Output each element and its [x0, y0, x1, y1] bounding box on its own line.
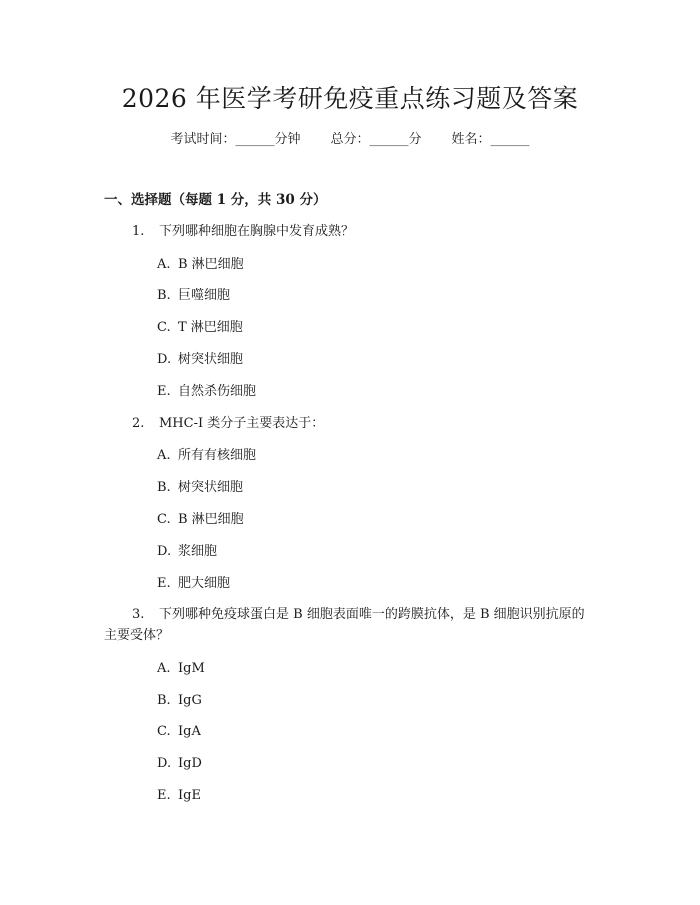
option-text: IgD [178, 756, 202, 771]
option-letter: D. [157, 352, 172, 367]
question-1 [132, 221, 354, 243]
option-text: T 淋巴细胞 [178, 320, 243, 335]
exam-meta-line [0, 130, 700, 150]
question-2 [132, 413, 324, 435]
option-text: 自然杀伤细胞 [178, 384, 257, 399]
option-1-d [157, 350, 243, 370]
option-letter: C. [157, 320, 171, 335]
option-text: 浆细胞 [178, 544, 218, 559]
option-3-a [157, 659, 205, 679]
section-heading: 一、选择题（每题 1 分，共 30 分） [104, 192, 327, 208]
option-1-b [157, 286, 230, 306]
option-text: 肥大细胞 [178, 576, 231, 591]
question-3-line-2 [104, 625, 169, 647]
option-text: IgG [178, 693, 202, 708]
option-letter: A. [157, 448, 171, 463]
option-text: B 淋巴细胞 [178, 257, 244, 272]
question-number: 3. [132, 607, 145, 622]
time-blank: ______ [235, 132, 275, 147]
option-letter: B. [157, 288, 171, 303]
question-number: 2. [132, 416, 145, 431]
question-text: 下列哪种细胞在胸腺中发育成熟？ [159, 224, 355, 239]
option-letter: A. [157, 661, 171, 676]
option-2-e [157, 574, 230, 594]
question-text-continued: 主要受体？ [104, 628, 170, 643]
option-letter: A. [157, 257, 171, 272]
option-letter: E. [157, 788, 171, 803]
option-text: IgA [178, 724, 201, 739]
option-letter: C. [157, 724, 171, 739]
option-2-d [157, 542, 217, 562]
option-text: 所有有核细胞 [178, 448, 257, 463]
option-text: IgE [178, 788, 201, 803]
option-text: 树突状细胞 [178, 352, 244, 367]
option-1-c [157, 318, 243, 338]
score-unit: 分 [408, 132, 422, 147]
name-label: 姓名： [451, 132, 491, 147]
option-3-c [157, 722, 201, 742]
option-letter: E. [157, 576, 171, 591]
question-text: 下列哪种免疫球蛋白是 B 细胞表面唯一的跨膜抗体，是 B 细胞识别抗原的 [159, 607, 585, 622]
option-2-c [157, 510, 244, 530]
option-1-e [157, 382, 256, 402]
option-letter: D. [157, 544, 172, 559]
option-1-a [157, 255, 244, 275]
option-letter: B. [157, 693, 171, 708]
page-title: 2026 年医学考研免疫重点练习题及答案 [121, 84, 579, 113]
option-3-b [157, 691, 202, 711]
option-text: B 淋巴细胞 [178, 512, 244, 527]
name-blank: ______ [490, 132, 530, 147]
score-blank: ______ [369, 132, 409, 147]
question-3-line-1 [132, 604, 585, 626]
option-2-a [157, 446, 256, 466]
option-letter: E. [157, 384, 171, 399]
option-text: IgM [178, 661, 205, 676]
option-text: 树突状细胞 [178, 480, 244, 495]
option-2-b [157, 478, 243, 498]
time-label: 考试时间： [170, 132, 236, 147]
option-3-e [157, 786, 201, 806]
option-text: 巨噬细胞 [178, 288, 231, 303]
option-3-d [157, 754, 202, 774]
question-text: MHC-I 类分子主要表达于： [159, 416, 325, 431]
score-label: 总分： [330, 132, 370, 147]
question-number: 1. [132, 224, 145, 239]
time-unit: 分钟 [274, 132, 301, 147]
option-letter: D. [157, 756, 172, 771]
option-letter: C. [157, 512, 171, 527]
option-letter: B. [157, 480, 171, 495]
